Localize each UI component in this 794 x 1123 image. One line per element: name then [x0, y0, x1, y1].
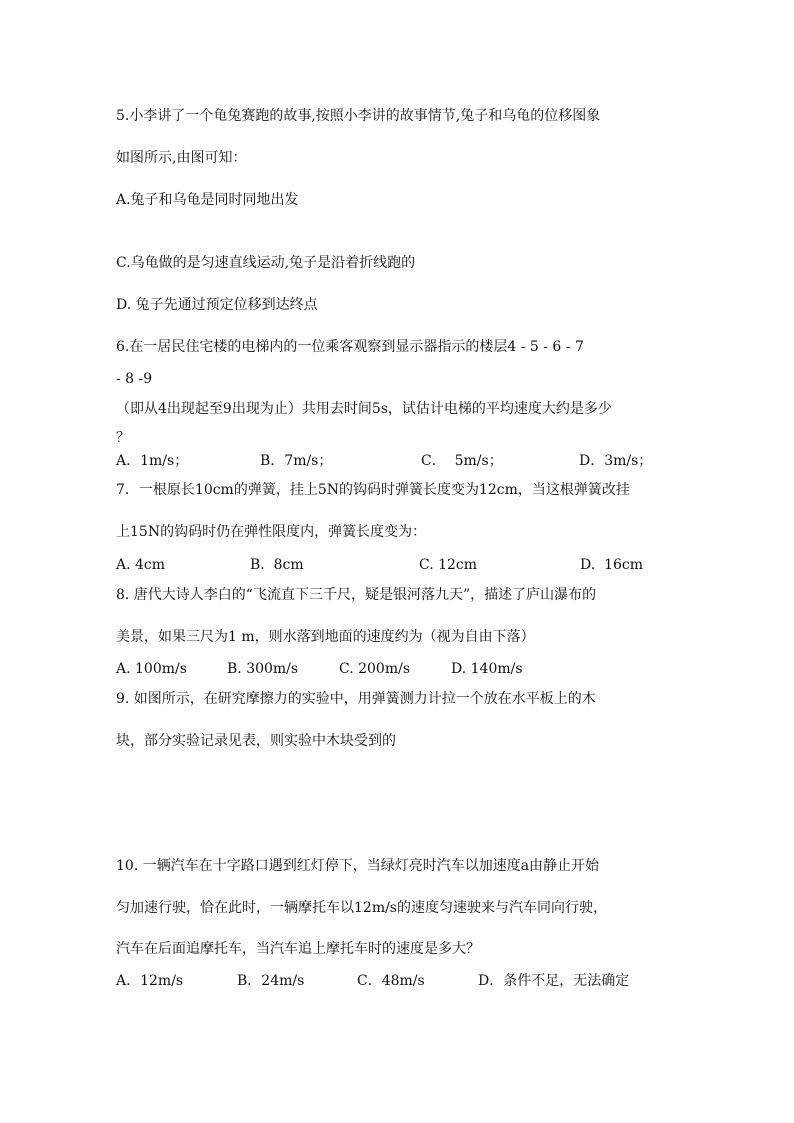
q7-stem-line1: 7．一根原长10cm的弹簧，挂上5N的钩码时弹簧长度变为12cm，当这根弹簧改挂 [116, 482, 630, 498]
q8-option-a: A. 100m/s [116, 661, 187, 677]
q5-stem-line2: 如图所示,由图可知： [116, 150, 247, 166]
q6-stem-line3: （即从4出现起至9出现为止）共用去时间5s，试估计电梯的平均速度大约是多少 [116, 401, 612, 417]
q8-option-b: B. 300m/s [227, 661, 299, 677]
q8-option-d: D. 140m/s [451, 661, 523, 677]
q10-stem-line3: 汽车在后面追摩托车，当汽车追上摩托车时的速度是多大？ [116, 941, 480, 957]
q5-option-d: D. 兔子先通过预定位移到达终点 [116, 297, 318, 313]
q10-option-c: C．48m/s [357, 973, 425, 989]
q8-stem-line2: 美景，如果三尺为1 m，则水落到地面的速度约为（视为自由下落） [116, 629, 535, 645]
q10-option-d: D．条件不足，无法确定 [478, 973, 630, 989]
q5-stem-line1: 5.小李讲了一个龟兔赛跑的故事,按照小李讲的故事情节,兔子和乌龟的位移图象 [116, 108, 601, 124]
q10-option-b: B．24m/s [237, 973, 305, 989]
q8-option-c: C. 200m/s [339, 661, 411, 677]
q6-option-c: C． 5m/s； [421, 453, 503, 469]
q7-options [0, 555, 794, 575]
q7-stem-line2: 上15N的钩码时仍在弹性限度内，弹簧长度变为： [116, 524, 427, 540]
q8-options [0, 659, 794, 679]
q7-option-d: D. 16cm [580, 557, 644, 573]
q10-option-a: A．12m/s [116, 973, 184, 989]
q6-options [0, 451, 794, 471]
q5-option-a: A.兔子和乌龟是同时同地出发 [116, 192, 299, 208]
q7-option-c: C. 12cm [419, 557, 478, 573]
q5-option-c: C.乌龟做的是匀速直线运动,兔子是沿着折线跑的 [116, 255, 416, 271]
q8-stem-line1: 8. 唐代大诗人李白的“飞流直下三千尺，疑是银河落九天”，描述了庐山瀑布的 [116, 587, 597, 603]
q10-options [0, 971, 794, 991]
q9-stem-line2: 块，部分实验记录见表，则实验中木块受到的 [116, 733, 396, 749]
q7-option-b: B. 8cm [250, 557, 304, 573]
q6-option-d: D．3m/s； [579, 453, 653, 469]
q6-option-a: A．1m/s； [116, 453, 189, 469]
q7-option-a: A. 4cm [116, 557, 166, 573]
q6-stem-line2: - 8 -9 [116, 371, 153, 387]
q10-stem-line2: 匀加速行驶，恰在此时，一辆摩托车以12m/s的速度匀速驶来与汽车同向行驶， [116, 900, 607, 916]
q6-stem-line4: ？ [116, 430, 130, 446]
q10-stem-line1: 10. 一辆汽车在十字路口遇到红灯停下，当绿灯亮时汽车以加速度a由静止开始 [116, 858, 600, 874]
q6-stem-line1: 6.在一居民住宅楼的电梯内的一位乘客观察到显示器指示的楼层4 - 5 - 6 - 7 [116, 339, 584, 355]
q9-stem-line1: 9. 如图所示，在研究摩擦力的实验中，用弹簧测力计拉一个放在水平板上的木 [116, 691, 596, 707]
q6-option-b: B．7m/s； [260, 453, 333, 469]
